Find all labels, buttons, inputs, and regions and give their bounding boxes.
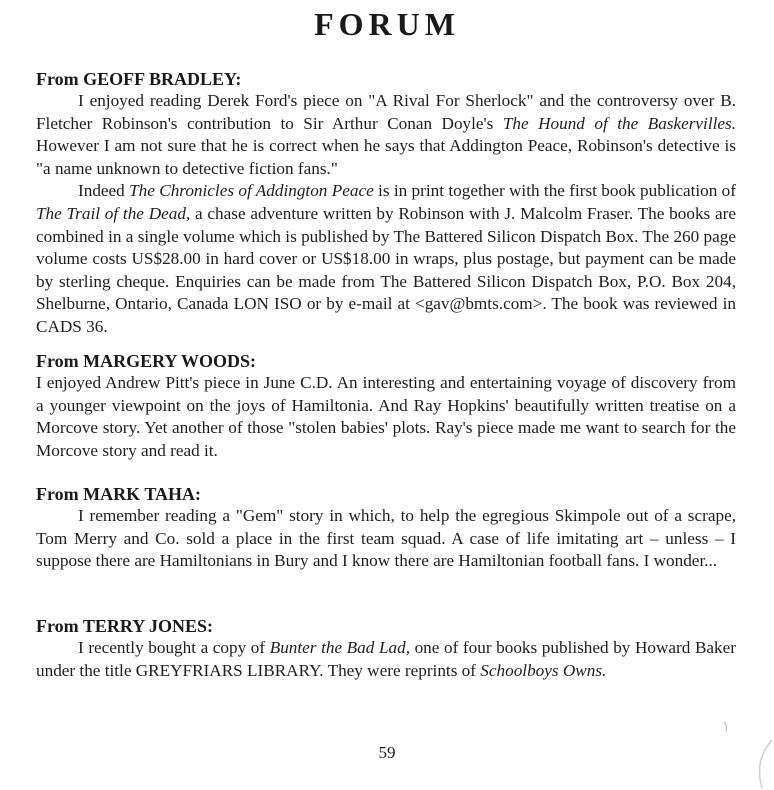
paragraph: I enjoyed Andrew Pitt's piece in June C.D. An interesting and entertaining voyage of discovery from a younger viewpoint on the joys of Hamiltonia. And Ray Hopkins' beautifully written treatise on a Morcove story. Yet another of those "stolen babies' plots. Ray's piece made me want to search for the Morcove story and read it. — [36, 373, 736, 460]
text-run: However I am not sure that he is correct when he says that Addington Peace, Robinson's detective is "a name unknown to detective fiction fans." — [36, 136, 736, 178]
book-title: Bunter the Bad Lad, — [269, 638, 410, 657]
book-title: Schoolboys Owns. — [480, 660, 607, 680]
letter-geoff-bradley — [36, 68, 736, 339]
letter-from: From MARGERY WOODS: — [36, 351, 257, 371]
letter-body — [36, 372, 736, 462]
text-run: is in print together with the first book publication of — [373, 181, 736, 201]
paragraph: I remember reading a "Gem" story in which, to help the egregious Skimpole out of a scrape, Tom Merry and Co. sold a place in the first team squad. A case of life imitating art – unless – I suppose there are Hamiltonians in Bury and I know there are Hamiltonian football fans. I wonder... — [36, 506, 736, 571]
letter-body — [36, 505, 736, 573]
letter-terry-jones — [36, 615, 736, 682]
book-title: The Trail of the Dead, — [36, 203, 191, 223]
letter-from: From MARK TAHA: — [36, 484, 201, 504]
paragraph — [36, 637, 736, 682]
page-curl-mark — [714, 720, 774, 790]
text-run: a chase adventure written by Robinson with J. Malcolm Fraser. The books are combined in a single volume which is published by The Battered Silicon Dispatch Box. The 260 page volume costs US$28.00 in hard cover or US$18.00 in wraps, plus postage, but payment can be made by sterling cheque. Enquiries can be made from The Battered Silicon Dispatch Box, P.O. Box 204, Shelburne, Ontario, Canada LON ISO or by e-mail at <gav@bmts.com>. The book was reviewed in CADS 36. — [36, 203, 736, 336]
letter-from: From GEOFF BRADLEY: — [36, 69, 242, 89]
text-run: I recently bought a copy of — [78, 638, 270, 657]
text-run: Indeed — [78, 181, 130, 201]
paragraph — [36, 90, 736, 180]
text-run: I enjoyed reading Derek Ford's piece on "A Rival For Sherlock" and the controversy over B. Fletcher Robinson's contribution to Sir Arthur Conan Doyle's — [36, 91, 736, 133]
text-run: one of four books published by Howard Baker under the title GREYFRIARS LIBRARY. They were reprints of — [36, 638, 736, 680]
letter-body — [36, 90, 736, 339]
letter-from: From TERRY JONES: — [36, 616, 214, 636]
letter-margery-woods — [36, 350, 736, 462]
paragraph — [36, 180, 736, 338]
page-heading: FORUM — [314, 6, 460, 42]
letter-body — [36, 637, 736, 682]
letter-mark-taha — [36, 483, 736, 573]
book-title: The Hound of the Baskervilles. — [502, 113, 736, 133]
page-number: 59 — [378, 743, 396, 762]
book-title: The Chronicles of Addington Peace — [129, 181, 374, 201]
